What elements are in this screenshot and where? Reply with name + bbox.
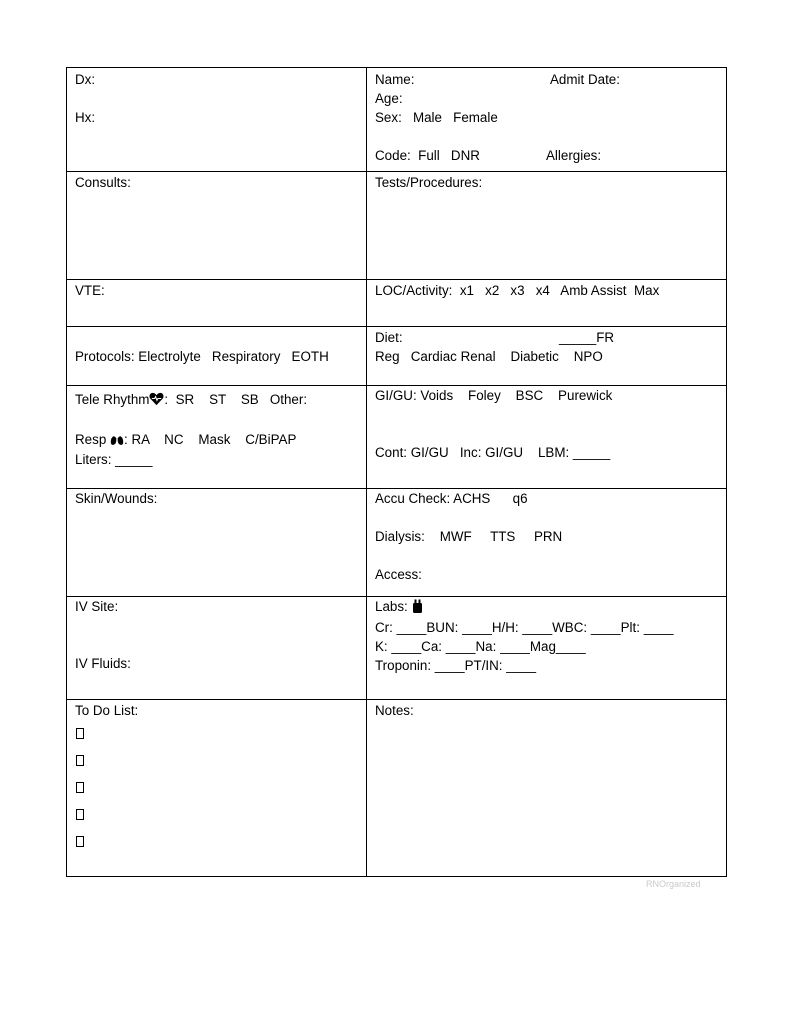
notes-label: Notes: bbox=[375, 703, 414, 718]
hx-label: Hx: bbox=[75, 110, 96, 125]
protocols-label: Protocols: Electrolyte Respiratory EOTH bbox=[75, 349, 329, 364]
fluid-restriction-label: _____FR bbox=[559, 330, 615, 345]
todo-checkbox[interactable] bbox=[76, 754, 84, 769]
gi-gu-label: GI/GU: Voids Foley BSC Purewick bbox=[375, 388, 613, 403]
vte-label: VTE: bbox=[75, 283, 105, 298]
tele-rhythm-label: Tele Rhythm bbox=[75, 392, 150, 407]
resp-options: : RA NC Mask C/BiPAP bbox=[124, 432, 297, 447]
diet-types-label: Reg Cardiac Renal Diabetic NPO bbox=[375, 349, 603, 364]
labs-line-2: K: ____Ca: ____Na: ____Mag____ bbox=[375, 639, 586, 654]
age-label: Age: bbox=[375, 91, 403, 106]
liters-label: Liters: _____ bbox=[75, 452, 153, 467]
row-divider bbox=[67, 279, 726, 280]
dx-label: Dx: bbox=[75, 72, 96, 87]
row-divider bbox=[67, 699, 726, 700]
admit-date-label: Admit Date: bbox=[550, 72, 620, 87]
patient-report-sheet bbox=[66, 67, 727, 877]
todo-checkbox[interactable] bbox=[76, 808, 84, 823]
loc-activity-label: LOC/Activity: x1 x2 x3 x4 Amb Assist Max bbox=[375, 283, 660, 298]
heart-icon bbox=[149, 392, 164, 407]
labs-line-3: Troponin: ____PT/IN: ____ bbox=[375, 658, 537, 673]
skin-wounds-label: Skin/Wounds: bbox=[75, 491, 158, 506]
todo-checkbox[interactable] bbox=[76, 781, 84, 796]
resp-line bbox=[75, 430, 296, 449]
lungs-icon bbox=[110, 432, 124, 447]
code-status-label: Code: Full DNR bbox=[375, 148, 480, 163]
dialysis-label: Dialysis: MWF TTS PRN bbox=[375, 529, 563, 544]
column-divider bbox=[366, 68, 367, 876]
tele-rhythm-options: : SR ST SB Other: bbox=[164, 392, 308, 407]
tele-rhythm-line bbox=[75, 390, 307, 409]
consults-label: Consults: bbox=[75, 175, 131, 190]
accu-check-label: Accu Check: ACHS q6 bbox=[375, 491, 528, 506]
row-divider bbox=[67, 326, 726, 327]
labs-line-1: Cr: ____BUN: ____H/H: ____WBC: ____Plt: ____ bbox=[375, 620, 674, 635]
diet-label: Diet: bbox=[375, 330, 403, 345]
watermark: RNOrganized bbox=[646, 879, 701, 889]
iv-site-label: IV Site: bbox=[75, 599, 119, 614]
name-label: Name: bbox=[375, 72, 415, 87]
resp-label: Resp bbox=[75, 432, 107, 447]
labs-line bbox=[375, 597, 423, 616]
tests-procedures-label: Tests/Procedures: bbox=[375, 175, 483, 190]
row-divider bbox=[67, 171, 726, 172]
todo-checkbox[interactable] bbox=[76, 835, 84, 850]
todo-list-label: To Do List: bbox=[75, 703, 139, 718]
allergies-label: Allergies: bbox=[546, 148, 602, 163]
continence-label: Cont: GI/GU Inc: GI/GU LBM: _____ bbox=[375, 445, 611, 460]
labs-label: Labs: bbox=[375, 599, 408, 614]
todo-checkbox[interactable] bbox=[76, 727, 84, 742]
access-label: Access: bbox=[375, 567, 422, 582]
sex-label: Sex: Male Female bbox=[375, 110, 498, 125]
blood-tube-icon bbox=[412, 599, 423, 614]
iv-fluids-label: IV Fluids: bbox=[75, 656, 131, 671]
